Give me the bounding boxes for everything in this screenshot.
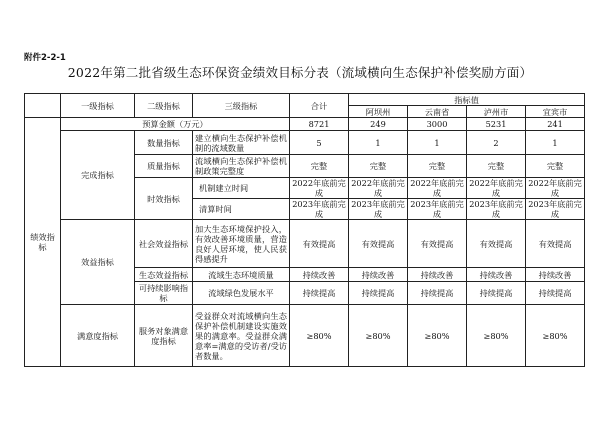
output-indicator-label: 完成指标 xyxy=(61,131,135,220)
sustainability-value: 持续提高 xyxy=(349,282,408,305)
social-benefit-value: 有效提高 xyxy=(467,220,526,268)
satisfaction-value: ≥80% xyxy=(467,305,526,367)
satisfaction-item: 受益群众对流域横向生态保护补偿机制建设实施效果的满意率。受益群众满意率=满意的受访者/受访者数量。 xyxy=(193,305,290,367)
eco-benefit-value: 持续改善 xyxy=(349,268,408,282)
eco-benefit-label: 生态效益指标 xyxy=(135,268,193,282)
quantity-item: 建立横向生态保护补偿机制的流域数量 xyxy=(193,131,290,155)
eco-benefit-value: 持续改善 xyxy=(467,268,526,282)
quantity-value: 1 xyxy=(349,131,408,155)
mechanism-time-value: 2022年底前完成 xyxy=(408,178,467,199)
social-benefit-value: 有效提高 xyxy=(408,220,467,268)
quality-item: 流域横向生态保护补偿机制政策完整度 xyxy=(193,155,290,178)
budget-label: 预算金额（万元） xyxy=(61,118,290,131)
eco-benefit-value: 持续改善 xyxy=(408,268,467,282)
sustainability-item: 流域绿色发展水平 xyxy=(193,282,290,305)
header-region: 阿坝州 xyxy=(349,106,408,118)
header-level1: 一级指标 xyxy=(61,94,135,118)
quantity-label: 数量指标 xyxy=(135,131,193,155)
annex-number: 附件2-2-1 xyxy=(24,53,66,63)
satisfaction-value: ≥80% xyxy=(408,305,467,367)
social-benefit-item: 加大生态环境保护投入，有效改善环境质量，营造良好人居环境，使人民获得感提升 xyxy=(193,220,290,268)
social-benefit-label: 社会效益指标 xyxy=(135,220,193,268)
quality-value: 完整 xyxy=(467,155,526,178)
mechanism-time-value: 2022年底前完成 xyxy=(349,178,408,199)
sustainability-value: 持续提高 xyxy=(467,282,526,305)
mechanism-time-value: 2022年底前完成 xyxy=(467,178,526,199)
mechanism-time-value: 2022年底前完成 xyxy=(526,178,585,199)
settlement-time-value: 2023年底前完成 xyxy=(526,199,585,220)
settlement-time-item: 清算时间 xyxy=(193,199,290,220)
page-title: 2022年第二批省级生态环保资金绩效目标分表（流域横向生态保护补偿奖励方面） xyxy=(67,65,533,80)
header-level3: 三级指标 xyxy=(193,94,290,118)
settlement-time-value: 2023年底前完成 xyxy=(467,199,526,220)
header-target-values: 指标值 xyxy=(349,94,585,106)
satisfaction-value: ≥80% xyxy=(349,305,408,367)
performance-target-table xyxy=(24,93,585,367)
settlement-time-total: 2023年底前完成 xyxy=(290,199,349,220)
social-benefit-value: 有效提高 xyxy=(526,220,585,268)
header-region: 宜宾市 xyxy=(526,106,585,118)
satisfaction-value: ≥80% xyxy=(526,305,585,367)
sustainability-value: 持续提高 xyxy=(526,282,585,305)
satisfaction-total: ≥80% xyxy=(290,305,349,367)
header-level2: 二级指标 xyxy=(135,94,193,118)
mechanism-time-item: 机制建立时间 xyxy=(193,178,290,199)
mechanism-time-total: 2022年底前完成 xyxy=(290,178,349,199)
quality-value: 完整 xyxy=(349,155,408,178)
blank-corner-cell xyxy=(25,94,61,118)
quantity-value: 1 xyxy=(408,131,467,155)
quality-total: 完整 xyxy=(290,155,349,178)
header-total: 合计 xyxy=(290,94,349,118)
eco-benefit-total: 持续改善 xyxy=(290,268,349,282)
budget-total: 8721 xyxy=(290,118,349,131)
header-region: 泸州市 xyxy=(467,106,526,118)
quantity-value: 1 xyxy=(526,131,585,155)
satisfaction-indicator-label: 满意度指标 xyxy=(61,305,135,367)
quality-value: 完整 xyxy=(526,155,585,178)
quality-value: 完整 xyxy=(408,155,467,178)
social-benefit-value: 有效提高 xyxy=(349,220,408,268)
sustainability-label: 可持续影响指标 xyxy=(135,282,193,305)
budget-value: 249 xyxy=(349,118,408,131)
eco-benefit-item: 流域生态环境质量 xyxy=(193,268,290,282)
quantity-total: 5 xyxy=(290,131,349,155)
timeliness-label: 时效指标 xyxy=(135,178,193,220)
social-benefit-total: 有效提高 xyxy=(290,220,349,268)
settlement-time-value: 2023年底前完成 xyxy=(408,199,467,220)
header-region: 云南省 xyxy=(408,106,467,118)
eco-benefit-value: 持续改善 xyxy=(526,268,585,282)
budget-value: 241 xyxy=(526,118,585,131)
quantity-value: 2 xyxy=(467,131,526,155)
sustainability-value: 持续提高 xyxy=(408,282,467,305)
service-satisfaction-label: 服务对象满意度指标 xyxy=(135,305,193,367)
sustainability-total: 持续提高 xyxy=(290,282,349,305)
budget-value: 5231 xyxy=(467,118,526,131)
budget-value: 3000 xyxy=(408,118,467,131)
settlement-time-value: 2023年底前完成 xyxy=(349,199,408,220)
benefit-indicator-label: 效益指标 xyxy=(61,220,135,305)
quality-label: 质量指标 xyxy=(135,155,193,178)
perf-indicator-label: 绩效指标 xyxy=(25,118,61,367)
